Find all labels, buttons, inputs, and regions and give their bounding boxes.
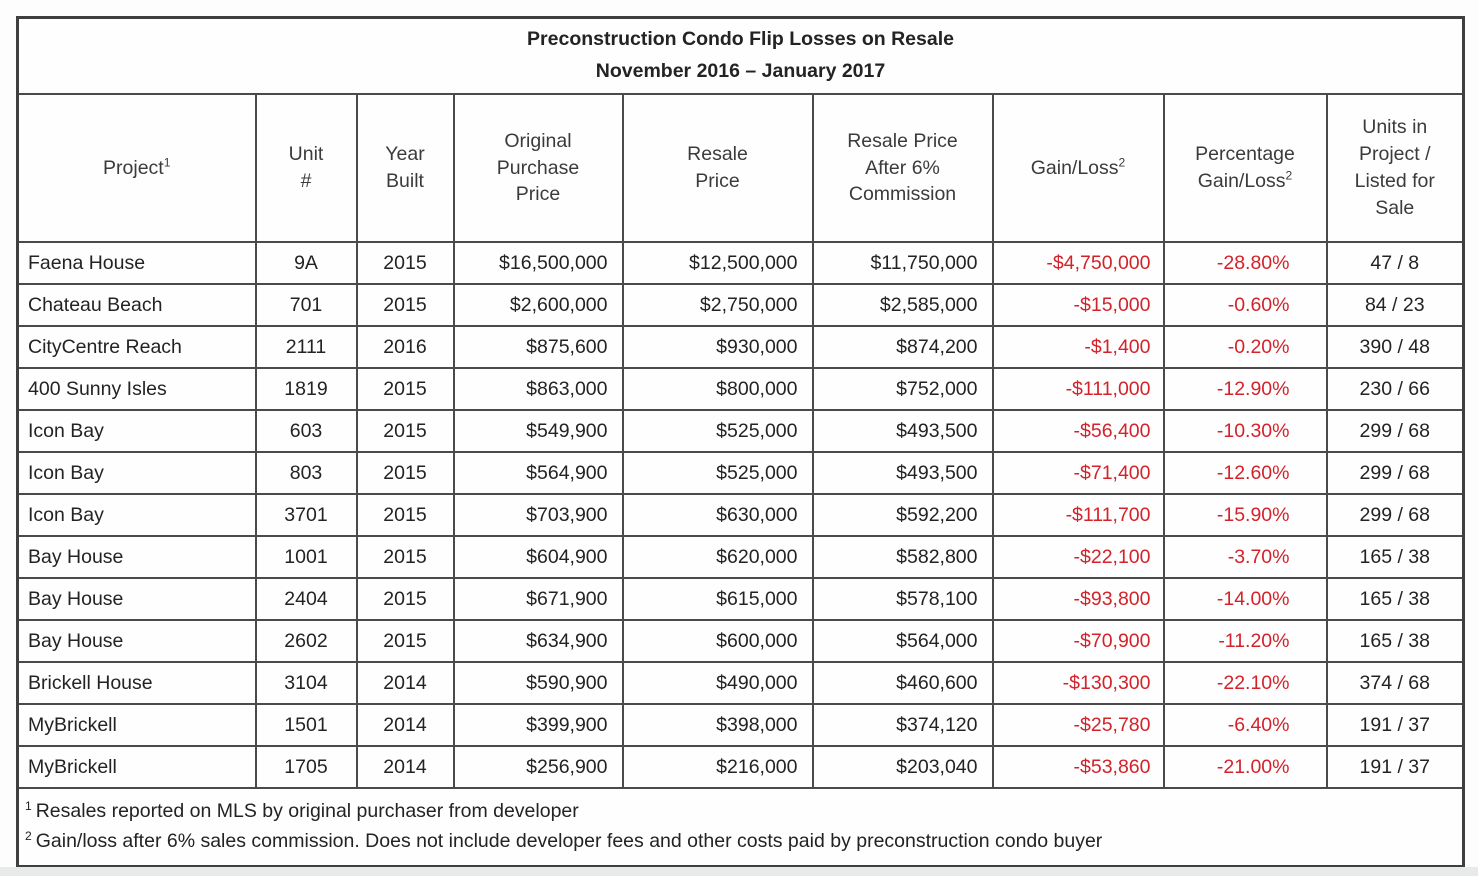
cell-unit: 1501 <box>256 704 357 746</box>
cell-units_listed: 165 / 38 <box>1327 578 1464 620</box>
cell-unit: 803 <box>256 452 357 494</box>
cell-original_purchase_price: $634,900 <box>454 620 623 662</box>
cell-pct_gain_loss: -11.20% <box>1164 620 1327 662</box>
cell-project: 400 Sunny Isles <box>18 368 256 410</box>
cell-resale_price: $620,000 <box>623 536 813 578</box>
cell-gain_loss: -$22,100 <box>993 536 1164 578</box>
cell-original_purchase_price: $590,900 <box>454 662 623 704</box>
cell-resale_after_commission: $752,000 <box>813 368 993 410</box>
cell-project: CityCentre Reach <box>18 326 256 368</box>
cell-year_built: 2015 <box>357 410 454 452</box>
cell-units_listed: 374 / 68 <box>1327 662 1464 704</box>
cell-pct_gain_loss: -10.30% <box>1164 410 1327 452</box>
column-header-pct_gain_loss: Percentage Gain/Loss$^2$ <box>1164 94 1327 242</box>
cell-pct_gain_loss: -0.60% <box>1164 284 1327 326</box>
cell-resale_price: $630,000 <box>623 494 813 536</box>
cell-units_listed: 165 / 38 <box>1327 536 1464 578</box>
cell-pct_gain_loss: -14.00% <box>1164 578 1327 620</box>
cell-resale_price: $490,000 <box>623 662 813 704</box>
cell-original_purchase_price: $399,900 <box>454 704 623 746</box>
cell-resale_price: $800,000 <box>623 368 813 410</box>
cell-original_purchase_price: $564,900 <box>454 452 623 494</box>
cell-resale_after_commission: $460,600 <box>813 662 993 704</box>
cell-resale_price: $600,000 <box>623 620 813 662</box>
cell-resale_price: $398,000 <box>623 704 813 746</box>
cell-year_built: 2014 <box>357 704 454 746</box>
cell-units_listed: 390 / 48 <box>1327 326 1464 368</box>
cell-project: MyBrickell <box>18 746 256 788</box>
cell-gain_loss: -$93,800 <box>993 578 1164 620</box>
cell-gain_loss: -$130,300 <box>993 662 1164 704</box>
page-bottom-edge <box>0 867 1478 876</box>
cell-gain_loss: -$53,860 <box>993 746 1164 788</box>
cell-units_listed: 191 / 37 <box>1327 704 1464 746</box>
cell-year_built: 2015 <box>357 452 454 494</box>
cell-gain_loss: -$15,000 <box>993 284 1164 326</box>
cell-gain_loss: -$4,750,000 <box>993 242 1164 284</box>
cell-gain_loss: -$111,000 <box>993 368 1164 410</box>
table-row <box>18 242 1464 284</box>
footnote-1: $^1$ Resales reported on MLS by original purchaser from developer <box>25 798 579 822</box>
cell-unit: 9A <box>256 242 357 284</box>
table-row <box>18 410 1464 452</box>
cell-original_purchase_price: $256,900 <box>454 746 623 788</box>
cell-gain_loss: -$111,700 <box>993 494 1164 536</box>
cell-resale_after_commission: $493,500 <box>813 410 993 452</box>
cell-resale_price: $930,000 <box>623 326 813 368</box>
cell-resale_after_commission: $578,100 <box>813 578 993 620</box>
table-row <box>18 578 1464 620</box>
cell-project: Bay House <box>18 536 256 578</box>
table-row <box>18 494 1464 536</box>
table-row <box>18 704 1464 746</box>
cell-project: Brickell House <box>18 662 256 704</box>
table-body <box>18 242 1464 788</box>
cell-project: Icon Bay <box>18 494 256 536</box>
condo-flip-table <box>16 16 1465 868</box>
cell-resale_after_commission: $2,585,000 <box>813 284 993 326</box>
cell-unit: 1705 <box>256 746 357 788</box>
column-header-resale_price: Resale Price <box>623 94 813 242</box>
cell-resale_after_commission: $493,500 <box>813 452 993 494</box>
column-header-project: Project$^1$ <box>18 94 256 242</box>
cell-year_built: 2015 <box>357 284 454 326</box>
cell-original_purchase_price: $703,900 <box>454 494 623 536</box>
cell-unit: 3701 <box>256 494 357 536</box>
cell-year_built: 2015 <box>357 536 454 578</box>
cell-unit: 1001 <box>256 536 357 578</box>
cell-units_listed: 165 / 38 <box>1327 620 1464 662</box>
table-row <box>18 368 1464 410</box>
cell-unit: 3104 <box>256 662 357 704</box>
table-title <box>18 18 1464 95</box>
title-row <box>18 18 1464 95</box>
title-line-1: Preconstruction Condo Flip Losses on Resale <box>527 28 954 50</box>
table-row <box>18 620 1464 662</box>
cell-resale_after_commission: $374,120 <box>813 704 993 746</box>
table-row <box>18 662 1464 704</box>
column-header-units_listed: Units in Project / Listed for Sale <box>1327 94 1464 242</box>
cell-resale_after_commission: $564,000 <box>813 620 993 662</box>
cell-pct_gain_loss: -28.80% <box>1164 242 1327 284</box>
table-row <box>18 452 1464 494</box>
footnotes <box>18 788 1464 867</box>
cell-original_purchase_price: $2,600,000 <box>454 284 623 326</box>
cell-resale_after_commission: $11,750,000 <box>813 242 993 284</box>
cell-units_listed: 84 / 23 <box>1327 284 1464 326</box>
cell-pct_gain_loss: -0.20% <box>1164 326 1327 368</box>
cell-resale_price: $216,000 <box>623 746 813 788</box>
cell-year_built: 2015 <box>357 242 454 284</box>
cell-project: Faena House <box>18 242 256 284</box>
cell-gain_loss: -$1,400 <box>993 326 1164 368</box>
cell-year_built: 2015 <box>357 578 454 620</box>
cell-year_built: 2015 <box>357 494 454 536</box>
column-header-year_built: Year Built <box>357 94 454 242</box>
cell-units_listed: 191 / 37 <box>1327 746 1464 788</box>
title-line-2: November 2016 – January 2017 <box>595 60 886 82</box>
cell-resale_after_commission: $203,040 <box>813 746 993 788</box>
cell-resale_after_commission: $592,200 <box>813 494 993 536</box>
cell-original_purchase_price: $604,900 <box>454 536 623 578</box>
cell-pct_gain_loss: -21.00% <box>1164 746 1327 788</box>
footnote-row <box>18 788 1464 867</box>
cell-resale_price: $12,500,000 <box>623 242 813 284</box>
column-header-original_purchase_price: Original Purchase Price <box>454 94 623 242</box>
cell-original_purchase_price: $863,000 <box>454 368 623 410</box>
header-row <box>18 94 1464 242</box>
cell-gain_loss: -$70,900 <box>993 620 1164 662</box>
cell-project: Bay House <box>18 620 256 662</box>
cell-pct_gain_loss: -6.40% <box>1164 704 1327 746</box>
cell-unit: 1819 <box>256 368 357 410</box>
cell-resale_price: $525,000 <box>623 452 813 494</box>
cell-pct_gain_loss: -15.90% <box>1164 494 1327 536</box>
cell-units_listed: 299 / 68 <box>1327 452 1464 494</box>
footnote-2: $^2$ Gain/loss after 6% sales commission. Does not include developer fees and other costs paid by preconstruction condo buyer <box>25 828 1103 852</box>
cell-project: Bay House <box>18 578 256 620</box>
cell-original_purchase_price: $875,600 <box>454 326 623 368</box>
cell-units_listed: 299 / 68 <box>1327 494 1464 536</box>
column-header-unit: Unit # <box>256 94 357 242</box>
cell-year_built: 2015 <box>357 368 454 410</box>
table-row <box>18 536 1464 578</box>
cell-units_listed: 47 / 8 <box>1327 242 1464 284</box>
table-row <box>18 746 1464 788</box>
cell-pct_gain_loss: -3.70% <box>1164 536 1327 578</box>
cell-units_listed: 230 / 66 <box>1327 368 1464 410</box>
cell-unit: 701 <box>256 284 357 326</box>
cell-year_built: 2014 <box>357 662 454 704</box>
column-header-resale_after_commission: Resale Price After 6% Commission <box>813 94 993 242</box>
cell-project: Icon Bay <box>18 452 256 494</box>
cell-unit: 2111 <box>256 326 357 368</box>
cell-resale_price: $615,000 <box>623 578 813 620</box>
cell-year_built: 2016 <box>357 326 454 368</box>
cell-project: Icon Bay <box>18 410 256 452</box>
cell-original_purchase_price: $16,500,000 <box>454 242 623 284</box>
cell-gain_loss: -$56,400 <box>993 410 1164 452</box>
cell-project: MyBrickell <box>18 704 256 746</box>
cell-original_purchase_price: $671,900 <box>454 578 623 620</box>
cell-gain_loss: -$71,400 <box>993 452 1164 494</box>
cell-units_listed: 299 / 68 <box>1327 410 1464 452</box>
cell-gain_loss: -$25,780 <box>993 704 1164 746</box>
column-header-gain_loss: Gain/Loss$^2$ <box>993 94 1164 242</box>
cell-pct_gain_loss: -12.60% <box>1164 452 1327 494</box>
cell-resale_price: $2,750,000 <box>623 284 813 326</box>
cell-unit: 603 <box>256 410 357 452</box>
cell-year_built: 2014 <box>357 746 454 788</box>
cell-resale_after_commission: $874,200 <box>813 326 993 368</box>
table-row <box>18 284 1464 326</box>
cell-year_built: 2015 <box>357 620 454 662</box>
cell-unit: 2602 <box>256 620 357 662</box>
cell-original_purchase_price: $549,900 <box>454 410 623 452</box>
cell-pct_gain_loss: -12.90% <box>1164 368 1327 410</box>
cell-unit: 2404 <box>256 578 357 620</box>
table-row <box>18 326 1464 368</box>
cell-resale_price: $525,000 <box>623 410 813 452</box>
cell-pct_gain_loss: -22.10% <box>1164 662 1327 704</box>
cell-resale_after_commission: $582,800 <box>813 536 993 578</box>
cell-project: Chateau Beach <box>18 284 256 326</box>
